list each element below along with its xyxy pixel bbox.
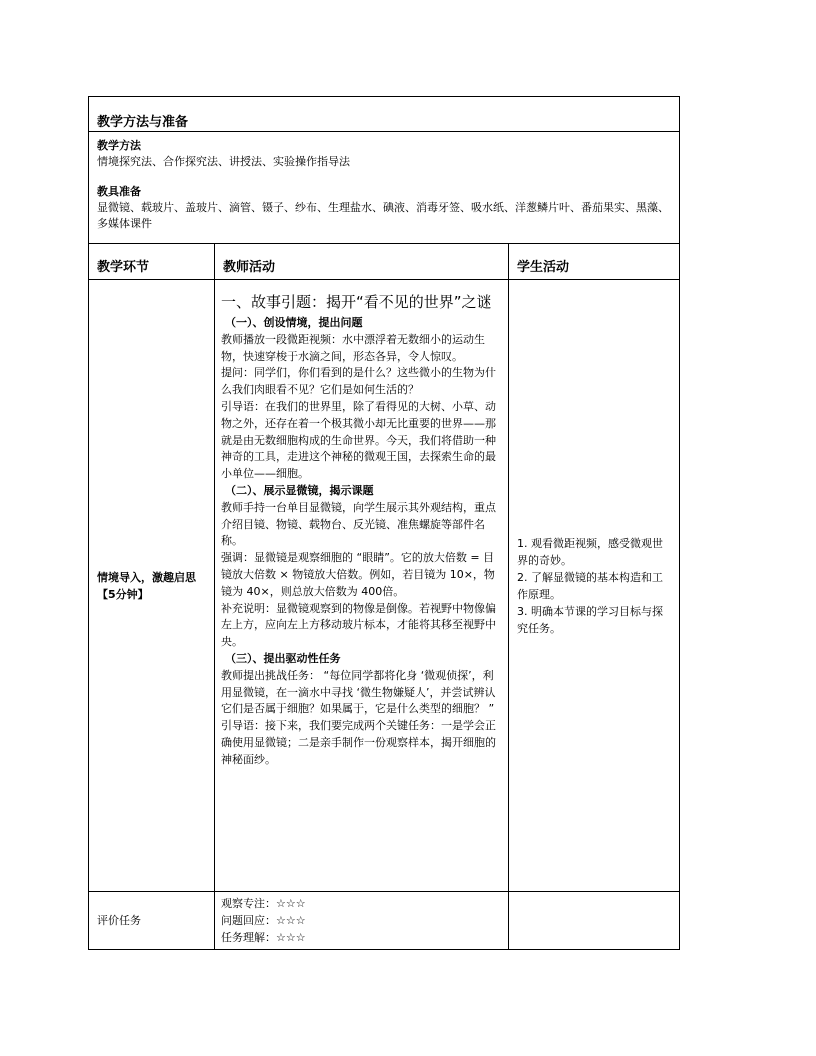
student-item: 1. 观看微距视频，感受微观世界的奇妙。 — [517, 536, 663, 567]
part1-heading: （一）、创设情境，提出问题 — [225, 316, 363, 329]
header-teacher: 教师活动 — [214, 244, 508, 279]
evaluation-item: 观察专注：☆☆☆ — [221, 897, 306, 910]
materials-text: 显微镜、载玻片、盖玻片、滴管、镊子、纱布、生理盐水、碘液、消毒牙签、吸水纸、洋葱鳞片叶、番茄果实、黑藻、多媒体课件 — [97, 201, 669, 230]
table-header — [88, 244, 680, 280]
evaluation-item: 问题回应：☆☆☆ — [221, 914, 306, 927]
part2-heading: （二）、展示显微镜，揭示课题 — [225, 483, 374, 497]
phase-label: 情境导入，激趣启思【5分钟】 — [97, 570, 196, 601]
activity-title: 一、故事引题：揭开“看不见的世界”之谜 — [221, 293, 492, 311]
methods-text: 情境探究法、合作探究法、讲授法、实验操作指导法 — [97, 155, 350, 168]
part2-paragraph: 强调：显微镜是观察细胞的 “眼睛”。它的放大倍数 = 目镜放大倍数 × 物镜放大倍数。例如，若目镜为 10×，物镜为 40×，则总放大倍数为 400倍。 — [221, 551, 495, 598]
part2-paragraph: 教师手持一台单目显微镜，向学生展示其外观结构，重点介绍目镜、物镜、载物台、反光镜、准焦螺旋等部件名称。 — [221, 500, 496, 548]
student-activity — [508, 280, 679, 891]
part1-paragraph: 教师播放一段微距视频：水中漂浮着无数细小的运动生物，快速穿梭于水滴之间，形态各异，令人惊叹。 — [221, 332, 485, 363]
part3-heading: （三）、提出驱动性任务 — [225, 651, 341, 665]
student-item: 2. 了解显微镜的基本构造和工作原理。 — [517, 570, 663, 601]
table-row — [88, 280, 680, 892]
teacher-activity — [214, 280, 508, 891]
header-student: 学生活动 — [508, 244, 679, 279]
evaluation-item: 任务理解：☆☆☆ — [221, 931, 306, 944]
student-item: 3. 明确本节课的学习目标与探究任务。 — [517, 604, 663, 635]
section-title: 教学方法与准备 — [88, 96, 680, 132]
evaluation-items — [214, 892, 508, 949]
star-rating: ☆☆☆ — [276, 897, 306, 910]
evaluation-label: 评价任务 — [97, 914, 141, 927]
part1-paragraph: 引导语：在我们的世界里，除了看得见的大树、小草、动物之外，还存在着一个极其微小却无比重要的世界——那就是由无数细胞构成的生命世界。今天，我们将借助一种神奇的工具，走进这个神秘的微观王国，去探索生命的最小单位——细胞。 — [221, 399, 496, 481]
part3-paragraph: 教师提出挑战任务： “每位同学都将化身 ‘微观侦探’，利用显微镜，在一滴水中寻找 ‘微生物嫌疑人’，并尝试辨认它们是否属于细胞？如果属于，它是什么类型的细胞？ ” — [221, 668, 496, 716]
star-rating: ☆☆☆ — [276, 914, 306, 927]
part3-paragraph: 引导语：接下来，我们要完成两个关键任务：一是学会正确使用显微镜；二是亲手制作一份观察样本，揭开细胞的神秘面纱。 — [221, 719, 496, 766]
star-rating: ☆☆☆ — [276, 931, 306, 944]
lesson-plan-document — [88, 96, 680, 950]
part1-paragraph: 提问：同学们，你们看到的是什么？这些微小的生物为什么我们肉眼看不见？它们是如何生活的？ — [221, 366, 496, 397]
preparation-block — [88, 132, 680, 244]
evaluation-row — [88, 892, 680, 950]
methods-heading: 教学方法 — [97, 139, 141, 152]
header-phase: 教学环节 — [97, 260, 150, 275]
part2-paragraph: 补充说明：显微镜观察到的物像是倒像。若视野中物像偏左上方，应向左上方移动玻片标本，才能将其移至视野中央。 — [221, 601, 496, 649]
materials-heading: 教具准备 — [97, 185, 141, 198]
evaluation-empty-cell — [508, 892, 679, 949]
